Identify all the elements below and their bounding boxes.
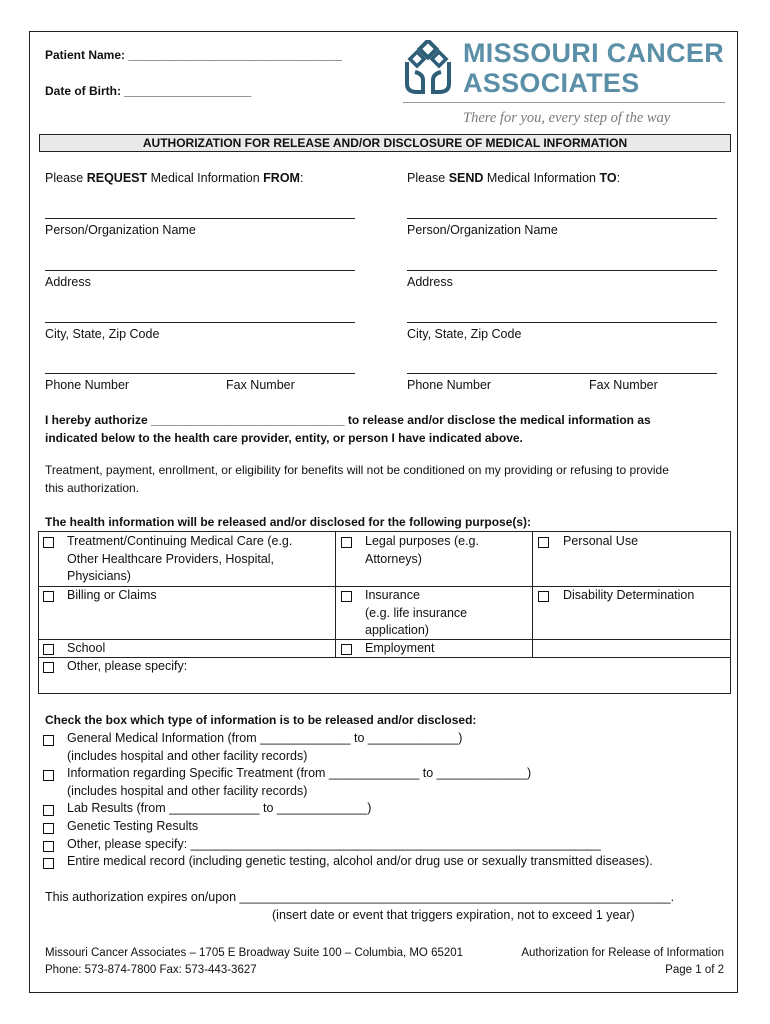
disability-checkbox[interactable] [538, 591, 549, 602]
school-label: School [67, 641, 106, 655]
personal-use-label: Personal Use [563, 534, 639, 548]
specific-treatment-note: (includes hospital and other facility records) [67, 784, 308, 798]
from-address-label: Address [45, 275, 91, 289]
to-address-label: Address [407, 275, 453, 289]
from-address-line[interactable] [45, 270, 355, 271]
footer-page-number: Page 1 of 2 [665, 964, 724, 976]
legal-label: Legal purposes (e.g. Attorneys) [365, 534, 479, 566]
treatment-note-line2: this authorization. [45, 481, 140, 495]
patient-name-field[interactable]: Patient Name: ________________________________ [45, 48, 342, 62]
treatment-note-line1: Treatment, payment, enrollment, or eligibility for benefits will not be conditioned on my providing or refusing to provide [45, 463, 669, 477]
treatment-label: Treatment/Continuing Medical Care (e.g. Other Healthcare Providers, Hospital, Physicians) [67, 534, 293, 583]
purposes-heading: The health information will be released and/or disclosed for the following purpose(s): [45, 515, 532, 529]
to-heading: Please SEND Medical Information TO: [407, 171, 621, 185]
genetic-testing-checkbox[interactable] [43, 823, 54, 834]
other-info-checkbox[interactable] [43, 841, 54, 852]
form-title: AUTHORIZATION FOR RELEASE AND/OR DISCLOSURE OF MEDICAL INFORMATION [39, 134, 731, 152]
treatment-checkbox[interactable] [43, 537, 54, 548]
to-city-line[interactable] [407, 322, 717, 323]
billing-label: Billing or Claims [67, 588, 157, 602]
to-phone-label: Phone Number [407, 378, 492, 392]
to-fax-label: Fax Number [589, 378, 658, 392]
entire-record-label: Entire medical record (including genetic testing, alcohol and/or drug use or sexually transmitted diseases). [67, 854, 653, 868]
disability-label: Disability Determination [563, 588, 695, 602]
from-phone-label: Phone Number [45, 378, 130, 392]
insurance-label: Insurance (e.g. life insurance application) [365, 588, 468, 637]
to-phone-fax-line[interactable] [407, 373, 717, 374]
footer-phone-fax: Phone: 573-874-7800 Fax: 573-443-3627 [45, 964, 257, 976]
other-purpose-label: Other, please specify: [67, 659, 188, 673]
personal-use-checkbox[interactable] [538, 537, 549, 548]
employment-checkbox[interactable] [341, 644, 352, 655]
logo-divider [403, 102, 725, 103]
hands-logo-icon [403, 40, 453, 96]
from-phone-fax-line[interactable] [45, 373, 355, 374]
footer-form-name: Authorization for Release of Information [521, 947, 724, 959]
specific-treatment-label[interactable]: Information regarding Specific Treatment (from _____________ to _____________) [67, 766, 532, 780]
general-info-note: (includes hospital and other facility records) [67, 749, 308, 763]
date-of-birth-field[interactable]: Date of Birth: ___________________ [45, 84, 252, 98]
general-info-label[interactable]: General Medical Information (from _____________ to _____________) [67, 731, 463, 745]
specific-treatment-checkbox[interactable] [43, 770, 54, 781]
general-info-checkbox[interactable] [43, 735, 54, 746]
to-name-label: Person/Organization Name [407, 223, 558, 237]
authorize-statement-line1[interactable]: I hereby authorize _____________________________ to release and/or disclose the medical information as [45, 413, 651, 427]
other-purpose-checkbox[interactable] [43, 662, 54, 673]
to-city-label: City, State, Zip Code [407, 327, 522, 341]
lab-results-label[interactable]: Lab Results (from _____________ to _____________) [67, 801, 372, 815]
entire-record-checkbox[interactable] [43, 858, 54, 869]
genetic-testing-label: Genetic Testing Results [67, 819, 199, 833]
from-heading: Please REQUEST Medical Information FROM: [45, 171, 304, 185]
from-name-line[interactable] [45, 218, 355, 219]
to-name-line[interactable] [407, 218, 717, 219]
from-city-line[interactable] [45, 322, 355, 323]
legal-checkbox[interactable] [341, 537, 352, 548]
other-info-label[interactable]: Other, please specify: ___________________________________________________________ [67, 837, 601, 851]
from-city-label: City, State, Zip Code [45, 327, 160, 341]
to-address-line[interactable] [407, 270, 717, 271]
info-types-heading: Check the box which type of information is to be released and/or disclosed: [45, 713, 477, 727]
from-name-label: Person/Organization Name [45, 223, 196, 237]
authorize-statement-line2: indicated below to the health care provider, entity, or person I have indicated above. [45, 431, 523, 445]
lab-results-checkbox[interactable] [43, 805, 54, 816]
logo-title-line1: MISSOURI CANCER [463, 38, 725, 68]
billing-checkbox[interactable] [43, 591, 54, 602]
expiration-note: (insert date or event that triggers expiration, not to exceed 1 year) [272, 908, 635, 922]
expiration-field[interactable]: This authorization expires on/upon ______________________________________________________________. [45, 890, 675, 904]
employment-label: Employment [365, 641, 435, 655]
footer-address: Missouri Cancer Associates – 1705 E Broadway Suite 100 – Columbia, MO 65201 [45, 947, 464, 959]
school-checkbox[interactable] [43, 644, 54, 655]
logo-title-line2: ASSOCIATES [463, 68, 640, 98]
from-fax-label: Fax Number [226, 378, 295, 392]
insurance-checkbox[interactable] [341, 591, 352, 602]
tagline: There for you, every step of the way [463, 110, 671, 126]
